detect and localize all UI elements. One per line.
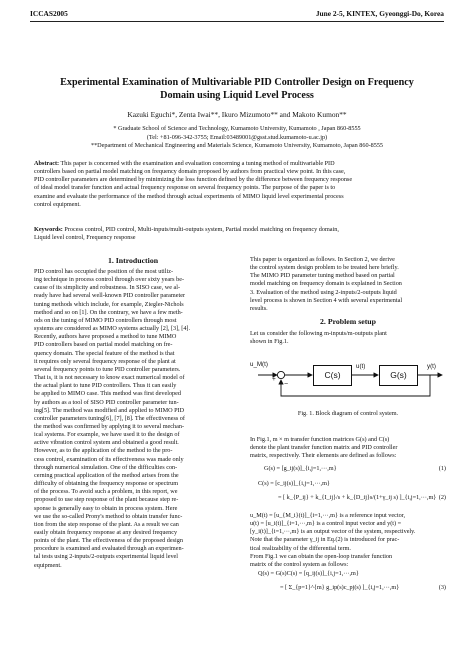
text-line: sponse is generally easy to obtain in process system. Here: [34, 504, 178, 512]
text-line: cause of its simplicity and robustness. In SISO case, we al-: [34, 284, 181, 292]
affiliations: [30, 125, 444, 151]
text-line: by authors as a tool of SISO PID controller parameter tun-: [34, 398, 179, 406]
text-line: The MIMO PID parameter tuning method based on partial: [250, 272, 395, 280]
text-line: ical systems. For example, we have used it to the design of: [34, 431, 180, 439]
output-label: y(t): [427, 363, 436, 370]
title-line: Experimental Examination of Multivariable PID Controller Design on Frequency: [60, 77, 414, 88]
text-line: method and so on [1]. On the contrary, we have a few meth-: [34, 308, 183, 316]
text-line: easily obtain frequency response at any desired frequency: [34, 529, 178, 536]
section-heading-problem-setup: 2. Problem setup: [320, 317, 376, 326]
minus-sign: −: [284, 381, 289, 388]
text-line: the actual plant to tune PID controllers. Thus it can easily: [34, 382, 177, 390]
introduction-body: [34, 268, 232, 570]
text-line: tuning methods which include, for example, Ziegler-Nichols: [34, 300, 184, 308]
abstract: [34, 160, 440, 209]
equation-2-number: (2): [438, 494, 446, 501]
text-line: tion from the step response of the plant. As a result we can: [34, 520, 179, 528]
text-line: ing[5]. The method was modified and applied to MIMO PID: [34, 406, 185, 414]
text-line: denote the plant transfer function matrix and PID controller: [250, 444, 398, 452]
plus-sign: +: [272, 376, 276, 383]
text-line: Note that the parameter γ_ij in Eq.(2) is introduced for prac-: [250, 536, 400, 544]
text-line: proposed to use step response of the plant because step re-: [34, 496, 179, 504]
section-heading-introduction: 1. Introduction: [107, 256, 159, 265]
text-line: results.: [250, 304, 268, 312]
after-figure-paragraph: [250, 436, 446, 460]
summing-junction: [277, 371, 284, 378]
equation-2: [258, 480, 446, 510]
block-diagram-figure: [250, 350, 446, 420]
equation-2-line: = [ k_{P_ij} + k_{I_ij}/s + k_{D_ij}s/(1+γ_ij s) ]_{i,j=1,···,m}: [278, 494, 437, 501]
text-line: tical realizability of the differential term.: [250, 544, 351, 552]
abstract-line: PID controller parameters are determined by minimizing the loss function defined by the difference between frequency response: [34, 176, 353, 184]
text-line: systems are considered as MIMO systems actually [2], [3], [4].: [34, 325, 191, 333]
keywords-line: Liquid level control, Frequency response: [34, 234, 136, 242]
text-line: be applied to MIMO case. This method was first developed: [34, 390, 181, 398]
text-line: PID controllers based on partial model matching on fre-: [34, 341, 173, 349]
text-line: 3. Evaluation of the method using 2-inputs/2-outputs liquid: [250, 288, 397, 296]
text-line: cerning practical application of the method arises from the: [34, 471, 179, 479]
text-line: tal tests using 2-inputs/2-outputs experimental liquid level: [34, 553, 179, 561]
affiliation-line: (Tel: +81-096-342-3755; Email:03489001@gsst.stud.kumamoto-u.ac.jp): [146, 133, 328, 141]
abstract-line: controllers based on partial model matching on frequency domain proposed by authors from practical view point. In this case,: [34, 168, 346, 176]
affiliation-line: * Graduate School of Science and Technology, Kumamoto University, Kumamoto , Japan 860-8555: [113, 125, 361, 132]
text-line: model matching on frequency domain is explained in Section: [250, 280, 402, 288]
text-line: matrix of the control system as follows:: [250, 560, 349, 568]
equation-3-line: Q(s) = G(s)C(s) = [q_ij(s)]_{i,j=1,···,m}: [258, 570, 359, 577]
abstract-line: control equipment.: [34, 200, 81, 208]
affiliation-line: **Department of Mechanical Engineering and Materials Science, Kumamoto University, Kumamoto, Japan 860-8555: [90, 142, 384, 150]
text-line: This paper is organized as follows. In Section 2, we derive: [250, 256, 395, 263]
text-line: However, as to the application of the method to the pro-: [34, 447, 173, 455]
vector-definitions-paragraph: [250, 512, 446, 569]
control-signal-label: u(t): [356, 363, 366, 370]
text-line: the control system design problem to be treated here briefly.: [250, 264, 399, 272]
text-line: Recently, authors have proposed a method to tune MIMO: [34, 333, 177, 341]
text-line: u(t) = [u_i(t)]_{i=1,···,m} is a control input vector and y(t) =: [250, 520, 402, 528]
keywords-label: Keywords:: [34, 226, 63, 233]
text-line: equipment.: [34, 561, 62, 569]
text-line: through numerical simulation. One of the difficulties con-: [34, 463, 178, 471]
equation-1-number: (1): [438, 465, 446, 472]
abstract-label: Abstract:: [34, 160, 60, 167]
text-line: active vibration control system and obtained a good result.: [34, 439, 179, 447]
input-label: u_M(t): [250, 361, 268, 368]
text-line: points of the plant. The effectiveness of the proposed design: [34, 537, 183, 545]
text-line: we use the so-called Prony's method to obtain transfer func-: [34, 512, 183, 520]
text-line: it requires only several frequency response of the plant at: [34, 357, 176, 365]
text-line: level process is shown in Section 4 with several experimental: [250, 296, 403, 304]
text-line: controller parameters tuning[6], [7], [8]. The effectiveness of: [34, 414, 185, 422]
text-line: shown in Fig.1.: [250, 338, 289, 346]
text-line: cess control, examination of its effectiveness was made only: [34, 455, 184, 463]
figure-caption: Fig. 1. Block diagram of control system.: [297, 410, 399, 417]
equation-2-line: C(s) = [c_ij(s)]_{i,j=1,···,m}: [258, 480, 330, 487]
header-rule: [30, 21, 444, 22]
equation-3-number: (3): [438, 584, 446, 591]
text-line: ods on the tuning of MIMO PID controllers through most: [34, 316, 177, 324]
keywords-line: Process control, PID control, Multi-inputs/multi-outputs system, Partial model matching on frequency domain,: [62, 226, 339, 233]
text-line: ready have had several well-known PID controller parameter: [34, 292, 186, 300]
plant-block: G(s): [379, 365, 418, 386]
text-line: the method was confirmed by applying it to several mechan-: [34, 422, 185, 430]
controller-block: C(s): [313, 365, 352, 386]
equation-1-body: G(s) = [g_ij(s)]_{i,j=1,···,m}: [264, 465, 337, 472]
abstract-line: of ideal model transfer function and actual frequency response on several frequency points. The purpose of the paper is to: [34, 184, 336, 192]
text-line: That is, it is not necessary to know exact numerical model of: [34, 374, 185, 382]
conference-date-venue: June 2-5, KINTEX, Gyeonggi-Do, Korea: [315, 9, 444, 18]
text-line: PID control has occupied the position of the most utiliz-: [34, 268, 174, 275]
authors: Kazuki Eguchi*, Zenta Iwai**, Ikuro Mizumoto** and Makoto Kumon**: [127, 110, 347, 119]
text-line: [y_i(t)]_{i=1,···,m} is an output vector of the system, respectively.: [250, 528, 416, 536]
abstract-line: This paper is concerned with the examination and evaluation concerning a tuning method of multivariable PID: [59, 160, 335, 167]
text-line: quency domain. The special feature of the method is that: [34, 349, 175, 357]
text-line: In Fig.1, m × m transfer function matrices G(s) and C(s): [250, 436, 390, 443]
abstract-line: examine and evaluate the performance of the method through actual experiments of MIMO liquid level experimental process: [34, 192, 344, 200]
text-line: procedure is examined and evaluated through an experimen-: [34, 545, 184, 553]
text-line: matrix, respectively. Their elements are defined as follows:: [250, 452, 397, 460]
text-line: ing technique in process control through over sixty years be-: [34, 276, 185, 284]
keywords: [34, 226, 440, 242]
right-intro-paragraph: [250, 256, 446, 313]
text-line: difficulty of obtaining the frequency response or spectrum: [34, 480, 179, 488]
problem-setup-intro: [250, 330, 446, 346]
text-line: u_M(t) = [u_{M_i}(t)]_{i=1,···,m} is a reference input vector,: [250, 512, 406, 519]
text-line: From Fig.1 we can obtain the open-loop transfer function: [250, 552, 393, 560]
title-line: Domain using Liquid Level Process: [160, 90, 314, 101]
equation-3-line: = [ Σ_{p=1}^{m} g_ip(s)c_pj(s) ]_{i,j=1,···,m}: [280, 584, 400, 591]
text-line: several frequency points to tune PID controller parameters.: [34, 365, 181, 373]
conference-name: ICCAS2005: [30, 9, 68, 18]
text-line: of the process. To avoid such a problem, in this report, we: [34, 488, 178, 496]
equation-1: [264, 465, 446, 473]
equation-3: [258, 570, 446, 600]
paper-title: [30, 76, 444, 102]
text-line: Let us consider the following m-inputs/m-outputs plant: [250, 330, 387, 337]
